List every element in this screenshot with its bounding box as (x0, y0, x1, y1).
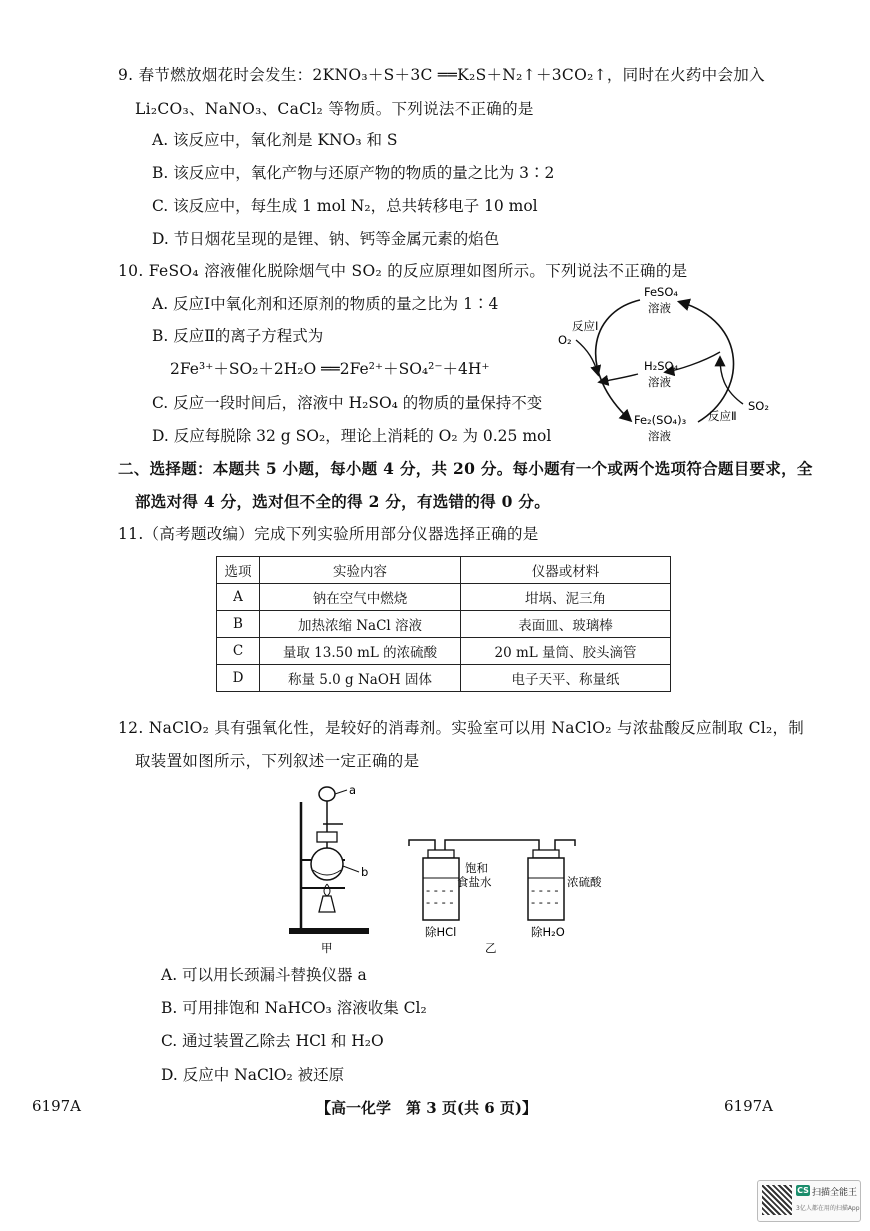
svg-text:- - - -: - - - - (426, 883, 454, 897)
label-b: b (361, 865, 369, 879)
arrow-reaction-1 (596, 300, 640, 420)
table-header-row (217, 557, 671, 584)
label-conc-acid: 浓硫酸 (567, 875, 602, 889)
cell: B (217, 611, 260, 638)
header-materials: 仪器或材料 (461, 557, 671, 584)
label-o2: O₂ (558, 333, 572, 347)
label-feso4-sol: 溶液 (648, 301, 671, 315)
svg-text:- - - -: - - - - (531, 883, 559, 897)
arrow-reaction-2 (680, 302, 734, 422)
label-remove-hcl: 除HCl (425, 925, 457, 939)
q11-stem: 11.（高考题改编）完成下列实验所用部分仪器选择正确的是 (118, 525, 539, 543)
label-brine-2: 食盐水 (457, 875, 492, 889)
section2-instructions-line2: 部选对得 4 分，选对但不全的得 2 分，有选错的得 0 分。 (135, 492, 551, 511)
h2so4-out-arrow (600, 374, 638, 382)
q9-option-c: C. 该反应中，每生成 1 mol N₂，总共转移电子 10 mol (152, 197, 538, 215)
header-content: 实验内容 (260, 557, 461, 584)
q9-stem-line2: Li₂CO₃、NaNO₃、CaCl₂ 等物质。下列说法不正确的是 (135, 100, 534, 118)
cell: 坩埚、泥三角 (461, 584, 671, 611)
table-row (217, 638, 671, 665)
cell: 表面皿、玻璃棒 (461, 611, 671, 638)
q12-apparatus-diagram (285, 780, 615, 960)
cell: 加热浓缩 NaCl 溶液 (260, 611, 461, 638)
q10-option-b: B. 反应Ⅱ的离子方程式为 (152, 327, 324, 345)
camscanner-logo-icon: CS (797, 1186, 809, 1195)
label-reaction-2: 反应Ⅱ (708, 409, 737, 423)
header-option: 选项 (217, 557, 260, 584)
table-row (217, 665, 671, 692)
svg-text:- - - -: - - - - (426, 895, 454, 909)
q9-option-a: A. 该反应中，氧化剂是 KNO₃ 和 S (152, 131, 398, 149)
q12-stem-line1: 12. NaClO₂ 具有强氧化性，是较好的消毒剂。实验室可以用 NaClO₂ 与浓盐酸反应制取 Cl₂，制 (118, 719, 805, 737)
cell: C (217, 638, 260, 665)
label-a: a (349, 783, 357, 797)
q10-option-c: C. 反应一段时间后，溶液中 H₂SO₄ 的物质的量保持不变 (152, 394, 543, 412)
q10-option-a: A. 反应Ⅰ中氧化剂和还原剂的物质的量之比为 1∶4 (152, 295, 499, 313)
q10-option-d: D. 反应每脱除 32 g SO₂，理论上消耗的 O₂ 为 0.25 mol (152, 427, 552, 445)
q10-cycle-diagram (548, 282, 778, 452)
footer-code-left: 6197A (32, 1097, 82, 1115)
label-fe2so43-sol: 溶液 (648, 429, 671, 443)
watermark-subtitle: 3亿人都在用的扫描App (796, 1205, 860, 1212)
label-h2so4: H₂SO₄ (644, 359, 679, 373)
q9-option-b: B. 该反应中，氧化产物与还原产物的物质的量之比为 3∶2 (152, 164, 555, 182)
o2-arrow (576, 340, 598, 374)
q9-stem-line1: 9. 春节燃放烟花时会发生：2KNO₃＋S＋3C ══K₂S＋N₂↑＋3CO₂↑，同时在火药中会加入 (118, 66, 765, 84)
q9-option-d: D. 节日烟花呈现的是锂、钠、钙等金属元素的焰色 (152, 230, 500, 248)
label-reaction-1: 反应Ⅰ (572, 319, 599, 333)
cell: 量取 13.50 mL 的浓硫酸 (260, 638, 461, 665)
section2-instructions-line1: 二、选择题：本题共 5 小题，每小题 4 分，共 20 分。每小题有一个或两个选项符合题目要求，全 (118, 459, 813, 478)
footer-code-right: 6197A (724, 1097, 774, 1115)
cell: 称量 5.0 g NaOH 固体 (260, 665, 461, 692)
q12-option-b: B. 可用排饱和 NaHCO₃ 溶液收集 Cl₂ (161, 999, 427, 1017)
q12-stem-line2: 取装置如图所示，下列叙述一定正确的是 (135, 752, 420, 770)
qr-code-icon (762, 1185, 792, 1215)
q12-option-d: D. 反应中 NaClO₂ 被还原 (161, 1066, 345, 1084)
q12-option-a: A. 可以用长颈漏斗替换仪器 a (161, 966, 367, 984)
label-so2: SO₂ (748, 399, 769, 413)
label-yi: 乙 (485, 941, 497, 955)
cell: A (217, 584, 260, 611)
watermark-title: 扫描全能王 (812, 1188, 858, 1198)
label-fe2so43: Fe₂(SO₄)₃ (634, 413, 687, 427)
label-jia: 甲 (321, 941, 333, 955)
label-remove-h2o: 除H₂O (531, 925, 565, 939)
cell: 钠在空气中燃烧 (260, 584, 461, 611)
scanner-watermark (757, 1180, 861, 1222)
footer-page-info: 【高一化学 第 3 页(共 6 页)】 (316, 1099, 537, 1117)
cell: D (217, 665, 260, 692)
label-h2so4-sol: 溶液 (648, 375, 671, 389)
label-feso4: FeSO₄ (644, 285, 679, 299)
cell: 电子天平、称量纸 (461, 665, 671, 692)
q10-stem: 10. FeSO₄ 溶液催化脱除烟气中 SO₂ 的反应原理如图所示。下列说法不正确的是 (118, 262, 688, 280)
svg-text:- - - -: - - - - (531, 895, 559, 909)
table-row (217, 584, 671, 611)
table-row (217, 611, 671, 638)
q12-option-c: C. 通过装置乙除去 HCl 和 H₂O (161, 1032, 384, 1050)
q11-table (216, 556, 671, 692)
label-brine-1: 饱和 (465, 861, 488, 875)
cell: 20 mL 量筒、胶头滴管 (461, 638, 671, 665)
q10-option-b-equation: 2Fe³⁺＋SO₂＋2H₂O ══2Fe²⁺＋SO₄²⁻＋4H⁺ (170, 360, 490, 378)
